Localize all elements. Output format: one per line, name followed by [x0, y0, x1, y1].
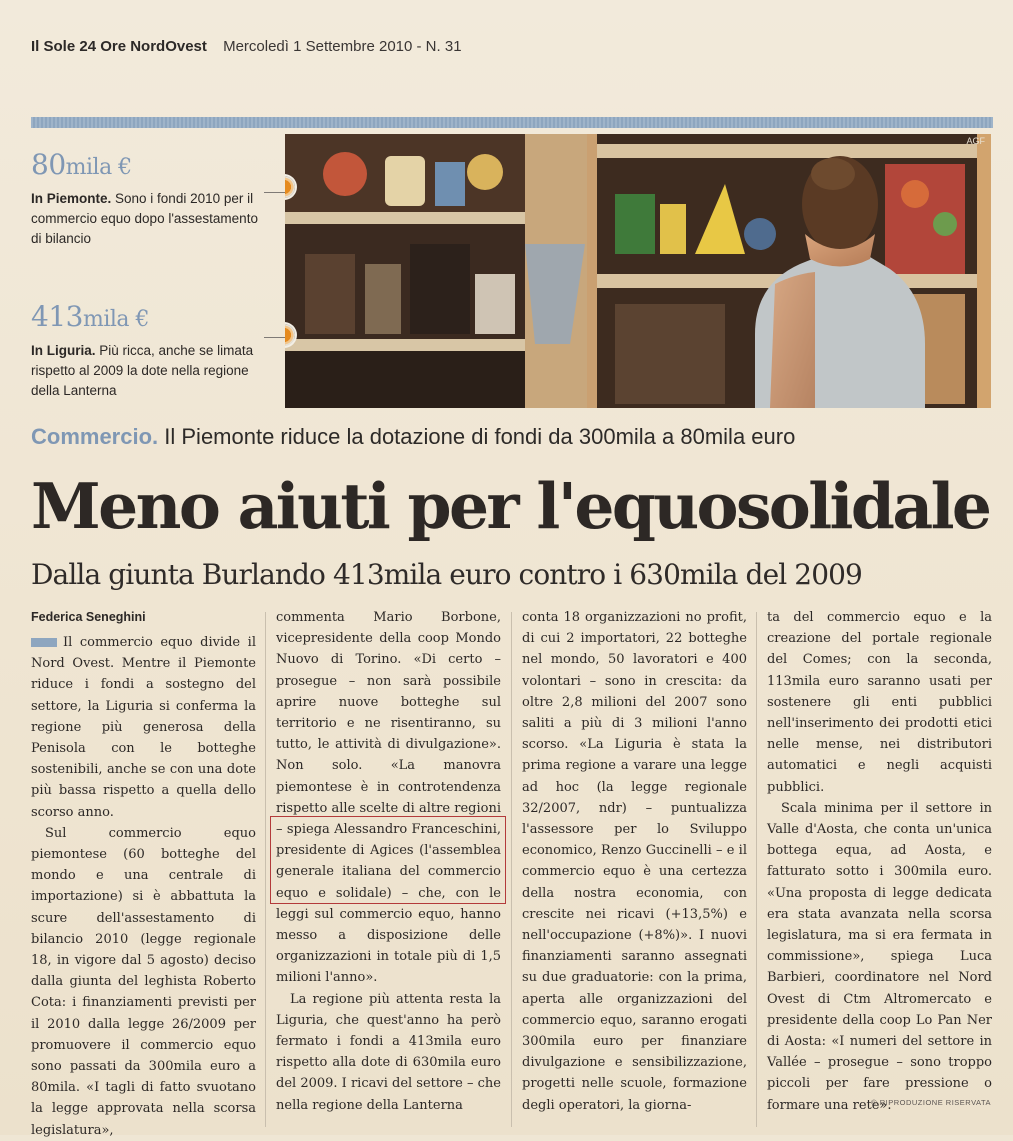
lead-mark: [31, 638, 57, 647]
article-column-1: [31, 632, 256, 1141]
stat-number: 80: [31, 148, 66, 181]
kicker-text: Il Piemonte riduce la dotazione di fondi da 300mila a 80mila euro: [158, 424, 796, 449]
stat-region: In Liguria.: [31, 343, 96, 358]
paragraph: Sul commercio equo piemontese (60 botteghe del mondo e una centrale di importazione) si è abbattuta la scure dell'assestamento di bilancio 2010 (legge regionale 18, in vigore dal 5 agosto) deciso dalla giunta del leghista Roberto Cota: i finanziamenti previsti per il 2010 dalla legge 26/2009 per promuovere il commercio equo sono passati da 300mila euro a 80mila. «I tagli di fatto svuotano la legge approvata nella scorsa legislatura»,: [31, 825, 256, 1138]
copyright-notice: © RIPRODUZIONE RISERVATA: [871, 1098, 991, 1107]
article-column-4: [767, 607, 992, 1116]
issue-date: Mercoledì 1 Settembre 2010 - N. 31: [223, 38, 462, 55]
paragraph: Scala minima per il settore in Valle d'Aosta, che conta un'unica bottega equa, ad Aosta, e fatturato sotto i 300mila euro. «Una proposta di legge dedicata era stata avanzata nella scorsa legislatura, ma si era fermata in commissione», spiega Luca Barbieri, coordinatore nel Nord Ovest di Ctm Altromercato e presidente della coop Lo Pan Ner di Aosta: «I numeri del settore in Vallée – prosegue – sono troppo piccoli per fare pressione o formare una rete».: [767, 800, 992, 1113]
shop-photo: [285, 134, 991, 408]
stat-description: Più ricca, anche se limata rispetto al 2009 la dote nella regione della Lanterna: [31, 343, 254, 398]
section-bar: [31, 117, 993, 128]
photo-credit: AGF: [966, 136, 985, 146]
stat-value: [31, 148, 264, 185]
headline: Meno aiuti per l'equosolidale: [31, 469, 990, 543]
subheadline: Dalla giunta Burlando 413mila euro contro i 630mila del 2009: [31, 558, 862, 591]
paragraph: [31, 632, 256, 823]
stat-caption: [31, 341, 264, 401]
paragraph: conta 18 organizzazioni no profit, di cui 2 importatori, 22 botteghe nel mondo, 50 lavoratori e 400 volontari – sono in crescita: da oltre 2,8 milioni del 2007 sono saliti a più di 3 milioni l'anno scorso. «La Liguria è stata la prima regione a varare una legge ad hoc (la legge regionale 32/2007, ndr) – puntualizza l'assessore per lo Sviluppo economico, Renzo Guccinelli – e il commercio equo è una certezza della nostra economia, con crescite nei ricavi (+13,5%) e nell'occupazione (+8%)». I nuovi finanziamenti saranno assegnati su due graduatorie: con la prima, aperta alle organizzazioni del commercio equo, saranno erogati 300mila euro per finanziare divulgazione e sensibilizzazione, progetti nelle scuole, formazione degli operatori, la giorna-: [522, 610, 747, 1113]
paragraph-text: Il commercio equo divide il Nord Ovest. Mentre il Piemonte riduce i fondi a sostegno del settore, la Liguria si conferma la regione più generosa della Penisola con le botteghe sostenibili, anche se con una dote più bassa rispetto a quella dello scorso anno.: [31, 635, 256, 820]
column-rule: [511, 612, 512, 1127]
kicker: [31, 424, 993, 450]
stat-region: In Piemonte.: [31, 191, 112, 206]
stat-unit: mila €: [82, 307, 149, 332]
kicker-label: Commercio.: [31, 424, 159, 449]
stat-liguria: [31, 300, 264, 401]
shop-photo-image: [285, 134, 991, 408]
stat-number: 413: [31, 300, 83, 333]
stat-piemonte: [31, 148, 264, 249]
stat-unit: mila €: [65, 155, 132, 180]
stat-description: Sono i fondi 2010 per il commercio equo dopo l'assestamento di bilancio: [31, 191, 258, 246]
column-rule: [265, 612, 266, 1127]
highlight-box: [270, 816, 506, 904]
column-rule: [756, 612, 757, 1127]
stat-value: [31, 300, 264, 337]
paragraph: ta del commercio equo e la creazione del portale regionale del Comes; con la seconda, 113mila euro saranno usati per sostenere gli enti pubblici nell'inserimento dei prodotti etici nelle mense, nei distributori automatici e negli acquisti pubblici.: [767, 610, 992, 795]
paragraph: La regione più attenta resta la Liguria, che quest'anno ha però fermato i fondi a 413mila euro rispetto alla dote di 630mila euro del 2009. I ricavi del settore – che nella regione della Lanterna: [276, 991, 501, 1113]
stats-sidebar: [31, 140, 264, 410]
stat-caption: [31, 189, 264, 249]
paragraph: commenta Mario Borbone, vicepresidente della coop Mondo Nuovo di Torino. «Di certo – prosegue – non sarà possibile aprire nuove botteghe sul territorio e ne risentiranno, su tutto, le attività di divulgazione». Non solo. «La manovra piemontese è in controtendenza rispetto alle scelte di altre regioni – spiega Alessandro Franceschini, presidente di Agices (l'assemblea generale italiana del commercio equo e solidale) – che, con le leggi sul commercio equo, hanno messo a disposizione delle organizzazioni in totale più di 1,5 milioni l'anno».: [276, 610, 501, 986]
article-column-3: [522, 607, 747, 1116]
masthead: [31, 38, 462, 62]
newspaper-brand: Il Sole 24 Ore NordOvest: [31, 38, 207, 55]
author-byline: Federica Seneghini: [31, 610, 146, 624]
